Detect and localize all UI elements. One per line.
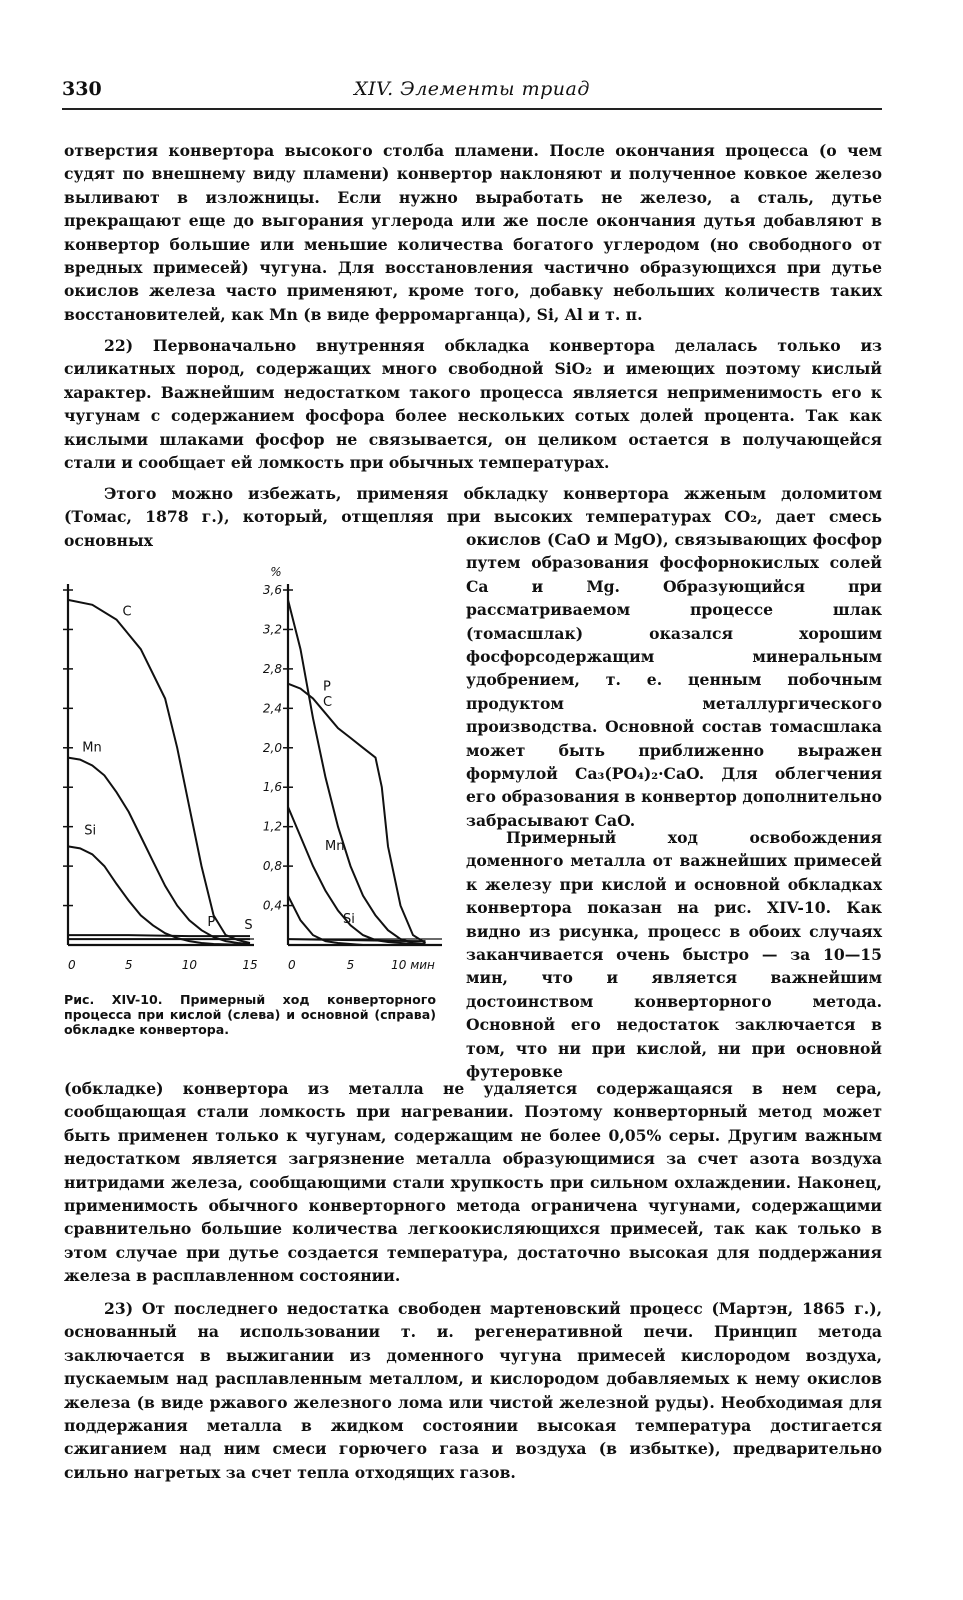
paragraph-22: 22) Первоначально внутренняя обкладка конвертора делалась только из силикатных пород, содержащих много свободной SiO₂ и имеющих поэтому кислый характер. Важнейшим недостатком такого процесса является неприменимость его к чугунам с содержанием фосфора более нескольких сотых долей процента. Так как кислыми шлаками фосфор не связывается, он целиком остается в получающейся стали и сообщает ей ломкость при обычных температурах. [64, 336, 882, 473]
left-x-tick-label: 5 [124, 958, 133, 972]
right-curve-label-p: P [323, 679, 331, 695]
right-curve-label-si: Si [343, 912, 355, 928]
y-tick-label: 2,4 [262, 701, 282, 716]
right-series-mn-line [288, 807, 426, 944]
left-curve-label-si: Si [84, 823, 97, 839]
y-tick-label: 2,8 [262, 661, 282, 676]
y-tick-label: 1,6 [262, 780, 282, 795]
paragraph-4-full-width: (обкладке) конвертора из металла не удаляется содержащаяся в нем сера, сообщающая стали ломкость при нагревании. Поэтому конверторный метод может быть применен только к чугунам, содержащим не более 0,05% серы. Другим важным недостатком является загрязнение металла образующимися за счет азота воздуха нитридами железа, сообщающими стали хрупкость при сильном охлаждении. Наконец, применимость обычного конверторного метода ограничена чугунами, содержащими сравнительно большие количества легкоокисляющихся примесей, так как только в этом случае при дутье создается температура, достаточно высокая для поддержания железа в расплавленном состоянии. [64, 1079, 882, 1286]
y-axis-unit: % [270, 565, 282, 579]
right-curve-label-c: C [323, 695, 333, 711]
page-header [62, 78, 882, 108]
y-tick-label: 3,6 [262, 583, 282, 597]
right-x-tick-label: 0 [288, 958, 296, 972]
paragraph-1: отверстия конвертора высокого столба пламени. После окончания процесса (о чем судят по внешнему виду пламени) конвертор наклоняют и полученное ковкое железо выливают в изложницы. Если нужно выработать не железо, а сталь, дутье прекращают еще до выгорания углерода или же после окончания дутья добавляют в конвертор большие или меньшие количества богатого углеродом (но свободного от вредных примесей) чугуна. Для восстановления частично образующихся при дутье окислов железа часто применяют, кроме того, добавку небольших количеств таких восстановителей, как Mn (в виде ферромарганца), Si, Al и т. п. [64, 141, 882, 324]
paragraph-4-column: Примерный ход освобождения доменного металла от важнейших примесей к железу при кислой и основной обкладках конвертора показан на рис. XIV-10. Как видно из рисунка, процесс в обоих случаях заканчивается очень быстро — за 10—15 мин, что и является важнейшим достоинством конверторного метода. Основной его недостаток заключается в том, что ни при кислой, ни при основной футеровке [466, 828, 882, 1082]
left-series-mn-line [68, 758, 253, 944]
left-curve-label-c: C [122, 604, 132, 620]
y-tick-label: 0,8 [262, 859, 282, 874]
left-x-tick-label: 15 [242, 958, 258, 972]
paragraph-3-column: окислов (CaO и MgO), связывающих фосфор путем образования фосфорнокислых солей Ca и Mg. Образующийся при рассматриваемом процессе шлак (томасшлак) оказался хорошим фосфорсодержащим минеральным удобрением, т. е. ценным побочным продуктом металлургического производства. Основной состав томасшлака может быть приближенно выражен формулой Ca₃(PO₄)₂·CaO. Для облегчения его образования в конвертор дополнительно забрасывают CaO. [466, 530, 882, 830]
running-title: XIV. Элементы триад [354, 78, 590, 100]
figure-plot [60, 550, 450, 990]
paragraph-3-full-width: Этого можно избежать, применяя обкладку конвертора жженым доломитом (Томас, 1878 г.), который, отщепляя при высоких температурах CO₂, дает смесь основных [64, 484, 882, 550]
figure-caption: Рис. XIV-10. Примерный ход конверторного процесса при кислой (слева) и основной (справа) обкладке конвертора. [64, 992, 436, 1037]
y-tick-label: 0,4 [262, 898, 282, 913]
paragraph-23: 23) От последнего недостатка свободен мартеновский процесс (Мартэн, 1865 г.), основанный на использовании т. и. регенеративной печи. Принцип метода заключается в выжигании из доменного чугуна примесей кислородом воздуха, пускаемым над расплавленным металлом, и кислородом добавляемых к нему окислов железа (в виде ржавого железного лома или чистой железной руды). Необходимая для поддержания металла в жидком состоянии высокая температура достигается сжиганием над ним смеси горючего газа и воздуха (в избытке), предварительно сильно нагретых за счет тепла отходящих газов. [64, 1299, 882, 1482]
left-x-tick-label: 0 [68, 958, 76, 972]
right-curve-label-mn: Mn [325, 839, 345, 855]
right-x-tick-label: 5 [346, 958, 355, 972]
y-tick-label: 3,2 [262, 622, 282, 637]
right-series-c-line [288, 600, 426, 944]
left-curve-label-mn: Mn [82, 740, 102, 756]
right-x-tick-label: 10 мин [391, 958, 435, 972]
right-series-si-line [288, 896, 426, 945]
figure-xiv-10 [60, 550, 450, 1050]
right-series-p-line [288, 684, 426, 943]
page-number: 330 [62, 78, 102, 100]
left-curve-label-p: P [207, 915, 216, 931]
left-curve-label-s: S [244, 918, 253, 934]
y-tick-label: 2,0 [262, 740, 282, 755]
left-series-p-line [68, 935, 250, 936]
y-tick-label: 1,2 [262, 819, 282, 834]
left-series-c-line [68, 600, 253, 943]
left-x-tick-label: 10 [181, 958, 197, 972]
header-rule [62, 108, 882, 110]
